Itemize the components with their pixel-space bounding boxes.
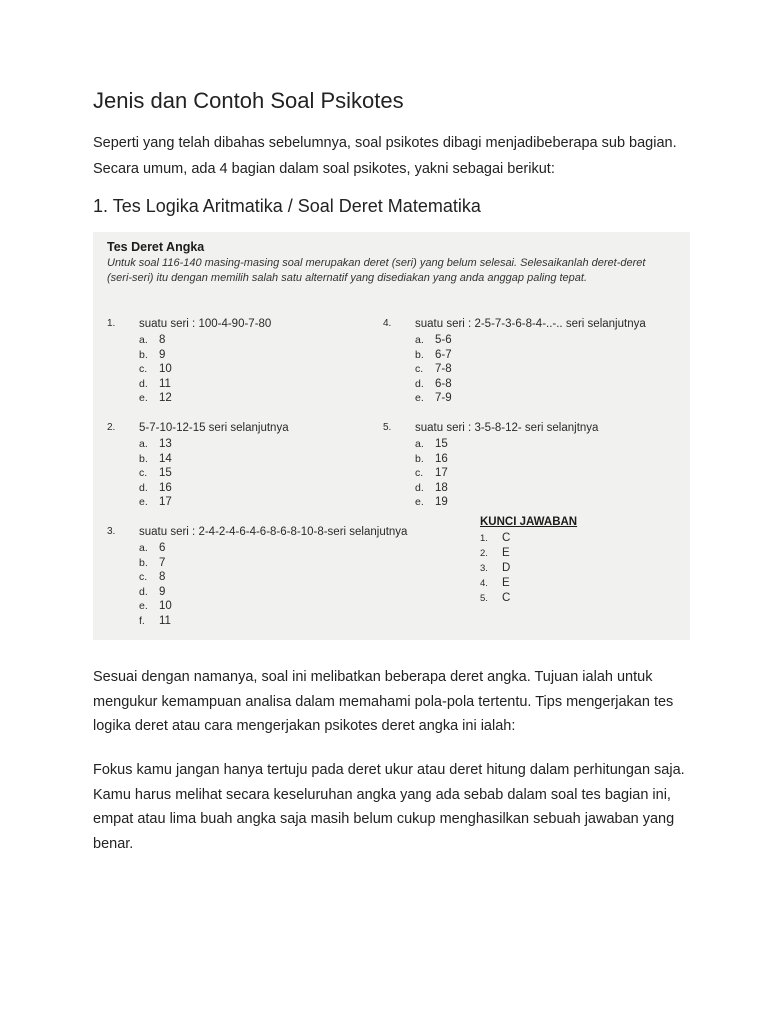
question-text: suatu seri : 3-5-8-12- seri selanjtnya bbox=[415, 422, 599, 434]
option: d. 11 bbox=[139, 377, 171, 390]
answer-key-item: 4. E bbox=[480, 577, 510, 589]
option: e. 12 bbox=[139, 392, 172, 405]
option-list bbox=[139, 437, 172, 510]
intro-paragraph: Seperti yang telah dibahas sebelumnya, soal psikotes dibagi menjadibeberapa sub bagian. Secara umum, ada 4 bagian dalam soal psikotes, yakni sebagai berikut: bbox=[93, 135, 677, 177]
question-text: suatu seri : 100-4-90-7-80 bbox=[139, 318, 272, 330]
option: b. 16 bbox=[415, 452, 448, 465]
option: d. 9 bbox=[139, 585, 166, 598]
option: c. 10 bbox=[139, 363, 172, 376]
option: e. 17 bbox=[139, 496, 172, 509]
section-heading: 1. Tes Logika Aritmatika / Soal Deret Matematika bbox=[93, 196, 481, 216]
option: e. 7-9 bbox=[415, 392, 452, 405]
question-text: 5-7-10-12-15 seri selanjutnya bbox=[139, 422, 289, 434]
answer-key-item: 2. E bbox=[480, 547, 510, 559]
option: b. 9 bbox=[139, 348, 166, 361]
option: c. 7-8 bbox=[415, 363, 452, 376]
question-number: 2. bbox=[107, 422, 116, 433]
answer-key-list bbox=[480, 531, 577, 606]
option: d. 6-8 bbox=[415, 377, 452, 390]
answer-key bbox=[480, 516, 577, 606]
option: a. 15 bbox=[415, 438, 448, 450]
option: e. 10 bbox=[139, 600, 172, 613]
option: a. 8 bbox=[139, 334, 166, 346]
page-title: Jenis dan Contoh Soal Psikotes bbox=[93, 88, 404, 113]
figure-heading: Tes Deret Angka bbox=[107, 240, 205, 254]
option-list bbox=[139, 333, 172, 406]
question-scan-figure bbox=[93, 232, 690, 640]
question-number: 4. bbox=[383, 318, 392, 329]
answer-key-item: 1. C bbox=[480, 532, 511, 544]
option: a. 6 bbox=[139, 542, 166, 554]
question-number: 3. bbox=[107, 526, 116, 537]
option-list bbox=[415, 437, 448, 510]
question-number: 5. bbox=[383, 422, 392, 433]
option-list bbox=[415, 333, 452, 406]
question-text: suatu seri : 2-5-7-3-6-8-4-..-.. seri selanjutnya bbox=[415, 318, 646, 330]
option: f. 11 bbox=[139, 614, 171, 627]
answer-key-item: 3. D bbox=[480, 562, 511, 574]
body-paragraph-2: Fokus kamu jangan hanya tertuju pada deret ukur atau deret hitung dalam perhitungan saja. Kamu harus melihat secara keseluruhan angka yang ada sebab dalam soal tes bagian ini, empat atau lima buah angka saja masih belum cukup menghasilkan sebuah jawaban yang benar. bbox=[93, 762, 685, 852]
option: c. 17 bbox=[415, 467, 448, 480]
figure-instruction: Untuk soal 116-140 masing-masing soal merupakan deret (seri) yang belum selesai. Selesaikanlah deret-deret (seri-seri) itu dengan memilih salah satu alternatif yang disediakan yang anda anggap paling tepat. bbox=[107, 257, 646, 284]
option: b. 7 bbox=[139, 556, 166, 569]
option: e. 19 bbox=[415, 496, 448, 509]
body-paragraph-1: Sesuai dengan namanya, soal ini melibatkan beberapa deret angka. Tujuan ialah untuk mengukur kemampuan analisa dalam memahami pola-pola tertentu. Tips mengerjakan tes logika deret atau cara mengerjakan psikotes deret angka ini ialah: bbox=[93, 669, 674, 734]
answer-key-item: 5. C bbox=[480, 592, 511, 604]
option: a. 13 bbox=[139, 438, 172, 450]
option: d. 16 bbox=[139, 481, 172, 494]
option: b. 14 bbox=[139, 452, 172, 465]
question-number: 1. bbox=[107, 318, 116, 329]
option: d. 18 bbox=[415, 481, 448, 494]
option: b. 6-7 bbox=[415, 348, 452, 361]
option: c. 8 bbox=[139, 571, 166, 584]
option: c. 15 bbox=[139, 467, 172, 480]
question-text: suatu seri : 2-4-2-4-6-4-6-8-6-8-10-8-seri selanjutnya bbox=[139, 526, 408, 538]
option-list bbox=[139, 541, 172, 629]
option: a. 5-6 bbox=[415, 334, 452, 346]
answer-key-title: KUNCI JAWABAN bbox=[480, 516, 578, 528]
